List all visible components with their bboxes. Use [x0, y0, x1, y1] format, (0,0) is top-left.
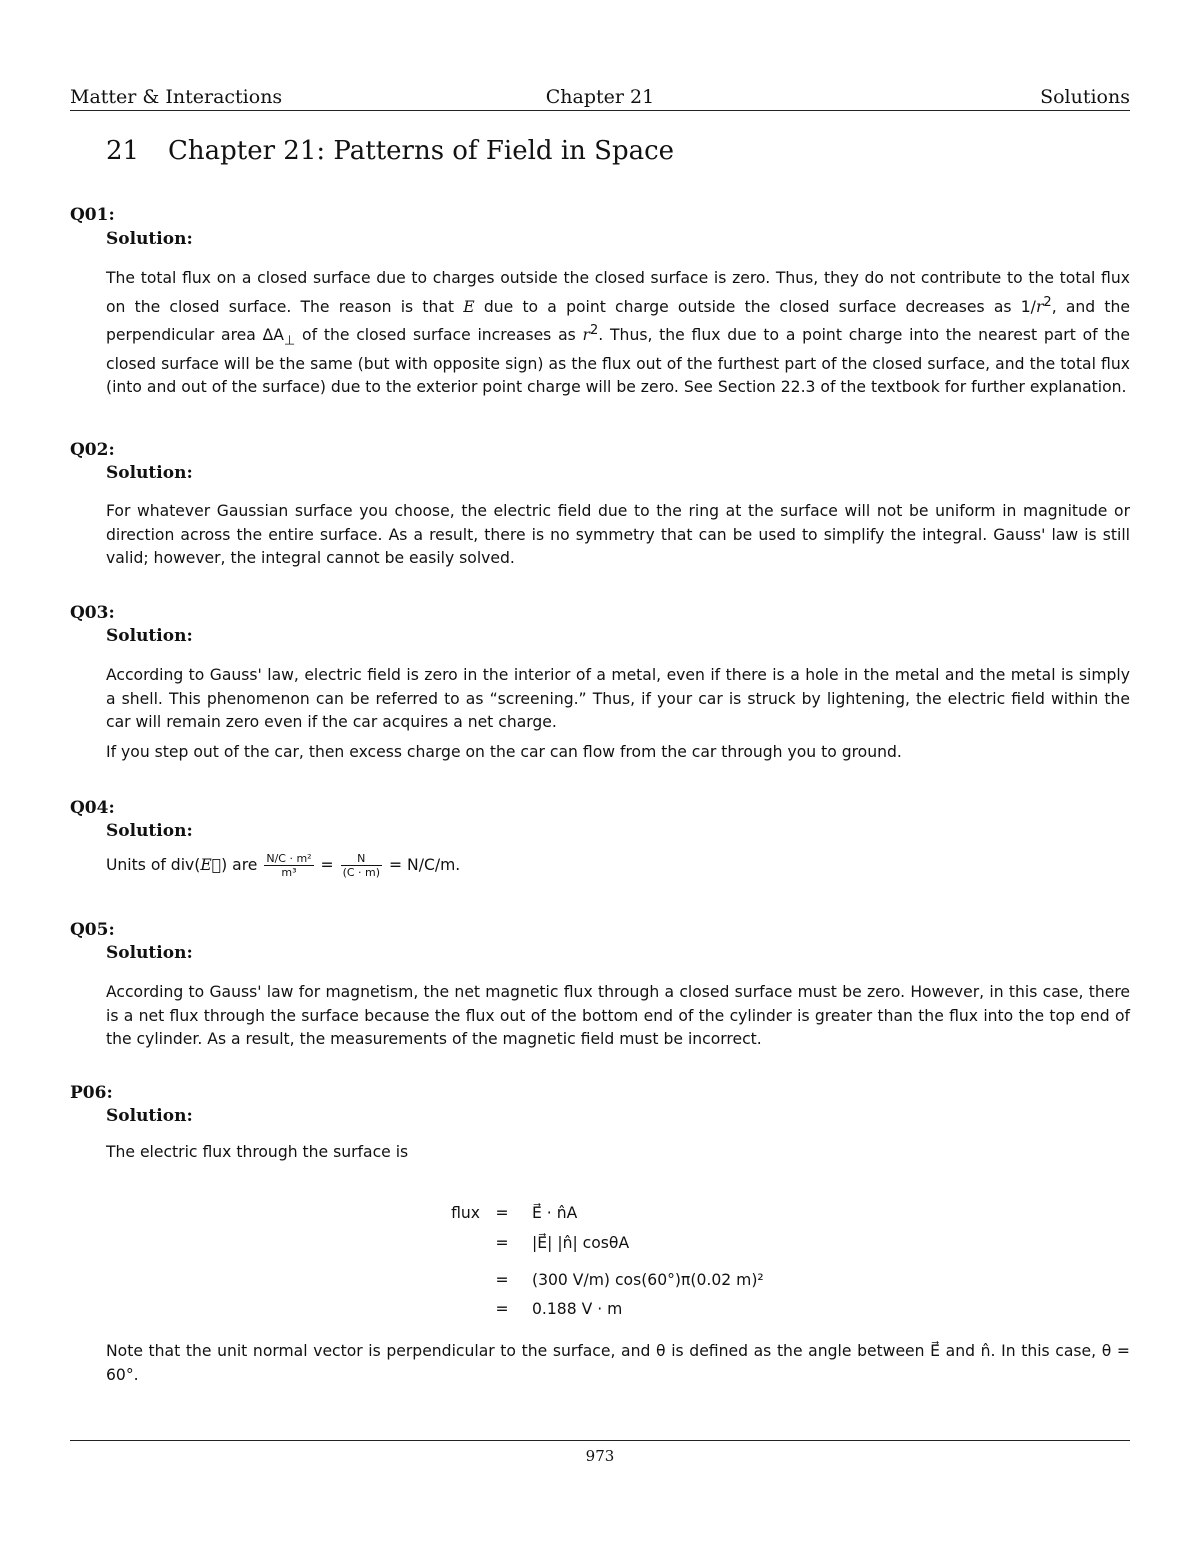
running-header [70, 84, 1130, 111]
solution-label: Solution: [106, 943, 193, 963]
p06-intro: The electric flux through the surface is [106, 1143, 409, 1161]
q03-answer-1: According to Gauss' law, electric field is zero in the interior of a metal, even if there is a hole in the metal and the metal is simply a shell. This phenomenon can be referred to as “screening.” Thus, if your car is struck by lightening, the electric field within the car will remain zero even if the car acquires a net charge. [106, 666, 1130, 731]
q02-answer: For whatever Gaussian surface you choose, the electric field due to the ring at the surface will not be uniform in magnitude or direction across the entire surface. As a result, there is no symmetry that can be used to simplify the integral. Gauss' law is still valid; however, the integral cannot be easily solved. [106, 502, 1130, 567]
solution-label: Solution: [106, 821, 193, 841]
chapter-number: 21 [106, 136, 140, 166]
q03-answer-2: If you step out of the car, then excess charge on the car can flow from the car through you to ground. [106, 743, 902, 761]
equation-lhs: flux [451, 1204, 480, 1222]
question-label-q04: Q04: [70, 798, 115, 818]
units-fraction-2: $\frac{N}{(C \cdot m)}$ [342, 852, 381, 879]
units-fraction-1: $\frac{\text{N/C · m²}}{\text{m³}}$ [266, 852, 312, 879]
header-right: Solutions [1040, 86, 1130, 108]
q04-answer: Units of div(E⃗) are $\frac{\text{N/C · m²}}{\text{m³}}$ = $\frac{N}{(C \cdot m)}$ = N/C/m. [106, 852, 461, 879]
solution-label: Solution: [106, 626, 193, 646]
var-e: E [463, 297, 475, 316]
page-number: 973 [585, 1447, 615, 1465]
header-center: Chapter 21 [545, 86, 655, 108]
question-label-q05: Q05: [70, 920, 115, 940]
q01-answer: The total flux on a closed surface due to charges outside the closed surface is zero. Thus, they do not contribute to the total flux on the closed surface. The reason is that E due to a point charge outside the closed surface decreases as $1/r^2$, and the perpendicular area $\Delta A_\perp$ of the closed surface increases as $r^2$. Thus, the flux due to a point charge into the nearest part of the closed surface will be the same (but with opposite sign) as the flux out of the furthest part of the closed surface, and the total flux (into and out of the surface) due to the exterior point charge will be zero. See Section 22.3 of the textbook for further explanation. [106, 269, 1130, 397]
question-label-q01: Q01: [70, 205, 115, 225]
solution-label: Solution: [106, 229, 193, 249]
document-page: Matter & Interactions Chapter 21 Solutions 21 Chapter 21: Patterns of Field in Space Q01: Solution: The total flux on a closed surface due to charges outside the closed surface is zero. Thus, they do not contribute to the total flux on the closed surface. The reason is that E due to a point charge outside the closed surface decreases as $1/r^2$, and the perpendicular area $\Delta A_\perp$ of the closed surface increases as $r^2$. Thus, the flux due to a point charge into the nearest part of the closed surface will be the same (but with opposite sign) as the flux out of the furthest part of the closed surface, and the total flux (into and out of the surface) due to the exterior point charge will be zero. See Section 22.3 of the textbook for further explanation. Q02: Solution: For whatever Gaussian surface you choose, the electric field due to the ring at the surface will not be uniform in magnitude or direction across the entire surface. As a result, there is no symmetry that can be used to simplify the integral. Gauss' law is still valid; however, the integral cannot be easily solved. Q03: Solution: According to Gauss' law, electric field is zero in the interior of a metal, even if there is a hole in the metal and the metal is simply a shell. This phenomenon can be referred to as “screening.” Thus, if your car is struck by lightening, the electric field within the car will remain zero even if the car acquires a net charge. If you step out of the car, then excess charge on the car can flow from the car through you to ground. Q04: Solution: Units of div(E⃗) are $\frac{\text{N/C · m²}}{\text{m³}}$ = $\frac{N}{(C \cdot m)}$ = N/C/m. Q05: Solution: According to Gauss' law for magnetism, the net magnetic flux through a closed surface must be zero. However, in this case, there is a net flux through the surface because the flux out of the bottom end of the cylinder is greater than the flux into the top end of the cylinder. As a result, the measurements of the magnetic field must be incorrect. P06: Solution: The electric flux through the surface is flux = E⃗ · n̂A = |E⃗| |n̂| cosθA = (300 V/m) cos(60°)π(0.02 m)² = 0.188 V · m Note that the unit normal vector is perpendicular to the surface, and θ is defined as the angle between E⃗ and n̂. In this case, θ = 60°. 973 [70, 86, 1130, 1465]
question-label-q03: Q03: [70, 603, 115, 623]
question-label-q02: Q02: [70, 440, 115, 460]
footer-rule [70, 1440, 1130, 1441]
solution-label: Solution: [106, 463, 193, 483]
chapter-title [106, 136, 674, 166]
q05-answer: According to Gauss' law for magnetism, the net magnetic flux through a closed surface must be zero. However, in this case, there is a net flux through the surface because the flux out of the bottom end of the cylinder is greater than the flux into the top end of the cylinder. As a result, the measurements of the magnetic field must be incorrect. [106, 983, 1130, 1048]
solution-label: Solution: [106, 1106, 193, 1126]
problem-label-p06: P06: [70, 1083, 113, 1103]
chapter-title-text: Chapter 21: Patterns of Field in Space [168, 136, 675, 166]
p06-note: Note that the unit normal vector is perpendicular to the surface, and θ is defined as the angle between E⃗ and n̂. In this case, θ = 60°. [106, 1342, 1130, 1384]
header-left: Matter & Interactions [70, 86, 283, 108]
